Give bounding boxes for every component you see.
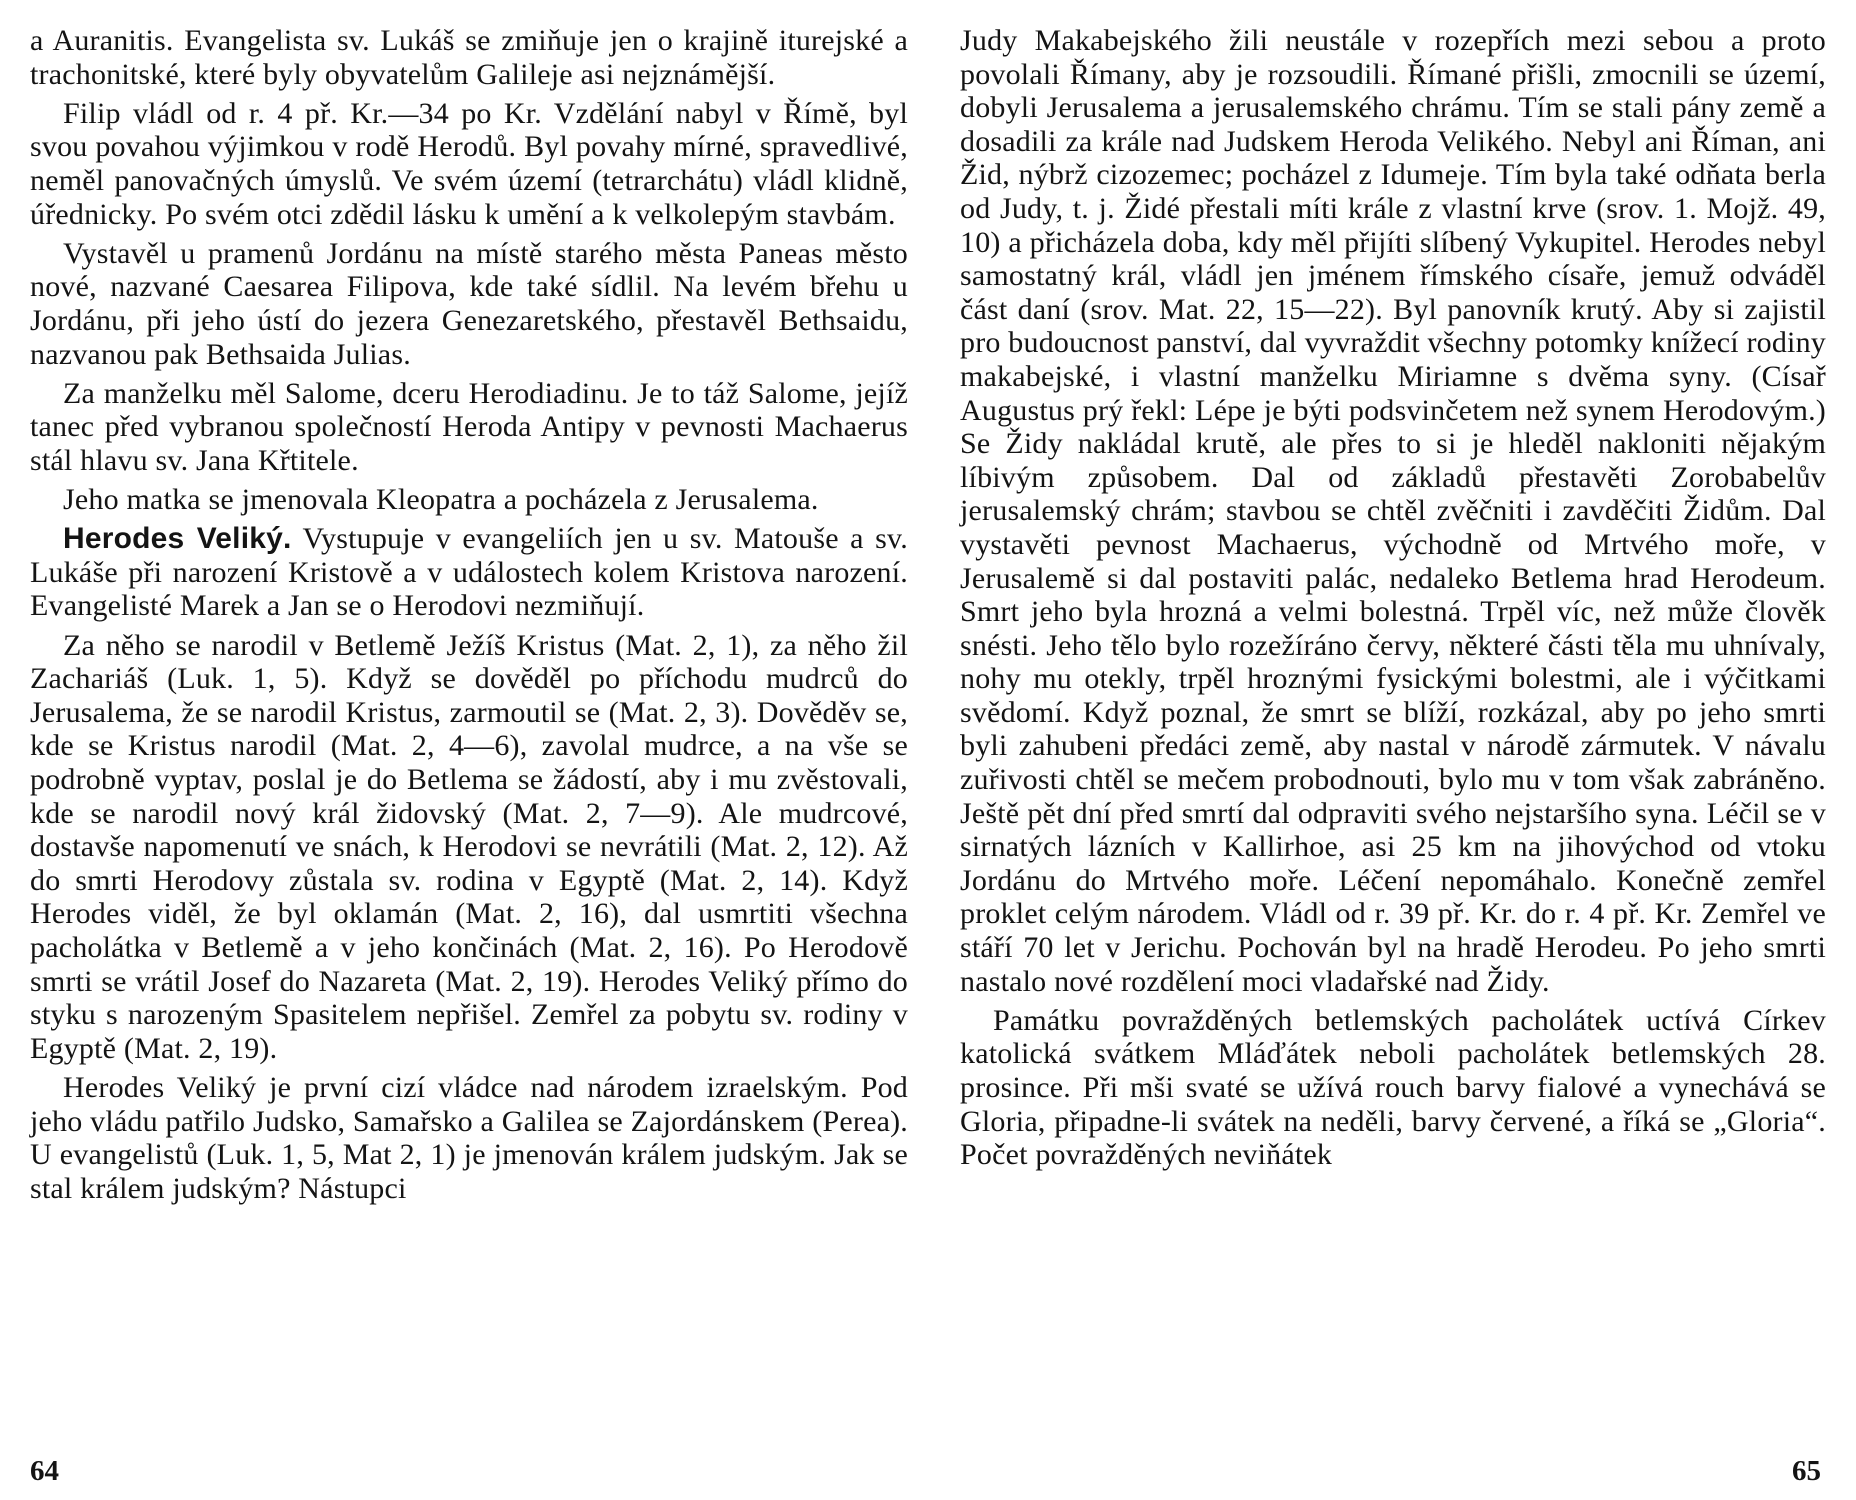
page-number-right: 65 <box>1792 1455 1821 1487</box>
paragraph: Památku povražděných betlemských pacholátek uctívá Církev katolická svátkem Mláďátek neboli pacholátek betlemských 28. prosince. Při mši svaté se užívá rouch barvy fialové a vynechává se Gloria, připadne-li svátek na neděli, barvy červené, a říká se „Gloria“. Počet povražděných neviňátek <box>960 1003 1826 1172</box>
right-page <box>960 24 1826 1464</box>
paragraph: Herodes Veliký je první cizí vládce nad národem izraelským. Pod jeho vládu patřilo Judsko, Samařsko a Galilea se Zajordánskem (Perea). U evangelistů (Luk. 1, 5, Mat 2, 1) je jmenován králem judským. Jak se stal králem judským? Nástupci <box>30 1070 908 1205</box>
paragraph-text: Vystupuje v evangeliích jen u sv. Matouše a sv. Lukáše při narození Kristově a v událostech kolem Kristova narození. Evangelisté Marek a Jan se o Herodovi nezmiňují. <box>30 522 908 623</box>
paragraph: Za něho se narodil v Betlemě Ježíš Kristus (Mat. 2, 1), za něho žil Zachariáš (Luk. 1, 5). Když se dověděl po příchodu mudrců do Jerusalema, že se narodil Kristus, zarmoutil se (Mat. 2, 3). Dověděv se, kde se Kristus narodil (Mat. 2, 4—6), zavolal mudrce, a na vše se podrobně vyptav, poslal je do Betlema se žádostí, aby i mu zvěstovali, kde se narodil nový král židovský (Mat. 2, 7—9). Ale mudrcové, dostavše napomenutí ve snách, k Herodovi se nevrátili (Mat. 2, 12). Až do smrti Herodovy zůstala sv. rodina v Egyptě (Mat. 2, 14). Když Herodes viděl, že byl oklamán (Mat. 2, 16), dal usmrtiti všechna pacholátka v Betlemě a v jeho končinách (Mat. 2, 16). Po Herodově smrti se vrátil Josef do Nazareta (Mat. 2, 19). Herodes Veliký přímo do styku s narozeným Spasitelem nepřišel. Zemřel za pobytu sv. rodiny v Egyptě (Mat. 2, 19). <box>30 628 908 1065</box>
paragraph: Vystavěl u pramenů Jordánu na místě starého města Paneas město nové, nazvané Caesarea Filipova, kde také sídlil. Na levém břehu u Jordánu, při jeho ústí do jezera Genezaretského, přestavěl Bethsaidu, nazvanou pak Bethsaida Julias. <box>30 236 908 371</box>
page-number-left: 64 <box>30 1455 59 1487</box>
paragraph-herodes <box>30 522 908 623</box>
left-page <box>30 24 908 1464</box>
paragraph: Judy Makabejského žili neustále v rozepřích mezi sebou a proto povolali Římany, aby je rozsoudili. Římané přišli, zmocnili se území, dobyli Jerusalema a jerusalemského chrámu. Tím se stali pány země a dosadili za krále nad Judskem Heroda Velikého. Nebyl ani Říman, ani Žid, nýbrž cizozemec; pocházel z Idumeje. Tím byla také odňata berla od Judy, t. j. Židé přestali míti krále z vlastní krve (srov. 1. Mojž. 49, 10) a přicházela doba, kdy měl přijíti slíbený Vykupitel. Herodes nebyl samostatný král, vládl jen jménem římského císaře, jemuž odváděl část daní (srov. Mat. 22, 15—22). Byl panovník krutý. Aby si zajistil pro budoucnost panství, dal vyvraždit všechny potomky knížecí rodiny makabejské, i vlastní manželku Miriamne s dvěma syny. (Císař Augustus prý řekl: Lépe je býti podsvinčetem než synem Herodovým.) Se Židy nakládal krutě, ale přes to si je hleděl nakloniti nějakým líbivým způsobem. Dal od základů přestavěti Zorobabelův jerusalemský chrám; stavbou se chtěl zvěčniti i zavděčiti Židům. Dal vystavěti pevnost Machaerus, východně od Mrtvého moře, v Jerusalemě si dal postaviti palác, nedaleko Betlema hrad Herodeum. Smrt jeho byla hrozná a velmi bolestná. Trpěl víc, než může člověk snésti. Jeho tělo bylo rozežíráno červy, některé části těla mu uhnívaly, nohy mu otekly, trpěl hroznými fysickými bolestmi, ale i výčitkami svědomí. Když poznal, že smrt se blíží, rozkázal, aby po jeho smrti byli zahubeni předáci země, aby nastal v národě zármutek. V návalu zuřivosti chtěl se mečem probodnouti, bylo mu v tom však zabráněno. Ještě pět dní před smrtí dal odpraviti svého nejstaršího syna. Léčil se v sirnatých lázních v Kallirhoe, asi 25 km na jihovýchod od vtoku Jordánu do Mrtvého moře. Léčení nepomáhalo. Konečně zemřel proklet celým národem. Vládl od r. 39 př. Kr. do r. 4 př. Kr. Zemřel ve stáří 70 let v Jerichu. Pochován byl na hradě Herodeu. Po jeho smrti nastalo nové rozdělení moci vladařské nad Židy. <box>960 24 1826 998</box>
paragraph: a Auranitis. Evangelista sv. Lukáš se zmiňuje jen o krajině iturejské a trachonitské, které byly obyvatelům Galileje asi nejznámější. <box>30 24 908 91</box>
paragraph: Jeho matka se jmenovala Kleopatra a pocházela z Jerusalema. <box>63 483 819 517</box>
paragraph: Za manželku měl Salome, dceru Herodiadinu. Je to táž Salome, jejíž tanec před vybranou společností Heroda Antipy v pevnosti Machaerus stál hlavu sv. Jana Křtitele. <box>30 376 908 477</box>
paragraph: Filip vládl od r. 4 př. Kr.—34 po Kr. Vzdělání nabyl v Římě, byl svou povahou výjimkou v rodě Herodů. Byl povahy mírné, spravedlivé, neměl panovačných úmyslů. Ve svém území (tetrarchátu) vládl klidně, úřednicky. Po svém otci zdědil lásku k umění a k velkolepým stavbám. <box>30 96 908 231</box>
section-heading: Herodes Veliký. <box>63 522 292 556</box>
